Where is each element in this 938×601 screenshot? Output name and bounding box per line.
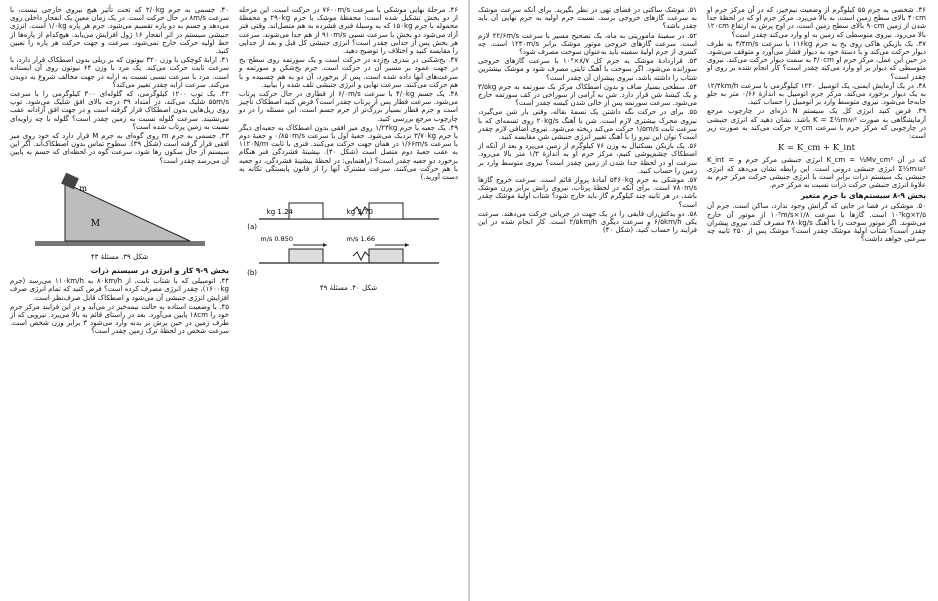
speed-right: 1.66 m/s [346,235,375,244]
problem-paragraph: ۴۴. اتومبیلی که با شتاب ثابت، از ۸۰km/h به ۱۱۰km/h می‌رسد (جرم ۱۶۰۰kg)، چقدر انرژی مصرف کرده است؟ فرض کنید که تمام انرژی صرف افزایش انرژی جنبشی آن می‌شود و اصطکاک قابل صرف‌نظر است. [10,277,229,302]
table-surface [35,241,205,246]
figure-caption: شکل ۳۹. مسئلهٔ ۴۳ [90,252,149,261]
label-small-mass: m [78,183,87,193]
problem-paragraph: ۴۶. مرحلهٔ نهایی موشکی با سرعت ۷۶۰۰m/s در حرکت است. این مرحله از دو بخش تشکیل شده است: محفظهٔ موشک با جرم ۲۹۰kg و محفظهٔ محموله با جرم ۱۵۰kg که به وسیلهٔ فنری فشرده به هم متصل‌اند. وقتی فنر آزاد می‌شود دو بخش با سرعت نسبی ۹۱۰m/s از هم جدا می‌شوند. سرعت هر بخش پس از جدایی چقدر است؟ انرژی جنبشی کل قبل و بعد از جدایی را مقایسه کنید و اختلاف را توضیح دهید. [239,6,458,56]
problem-paragraph: ۵۴. سطحی بسیار صاف و بدون اصطکاک مرکز یک سورتمه به جرم ۳/۵kg و یک کیسهٔ شن قرار دارد. شن به آرامی از سوراخی در کف سورتمه خارج می‌شود. سرعت سورتمه پس از خالی شدن کیسه چقدر است؟ [478,82,697,108]
problem-paragraph: ۵۵. برای در حرکت نگه داشتن یک تسمهٔ نقاله، وقتی بار شن می‌گیرد، نیروی محرک بیشتری لازم است. شن با آهنگ ۲۰kg/s روی تسمه‌ای که با سرعت ثابت ۱/۵m/s حرکت می‌کند ریخته می‌شود. نیروی اضافی لازم چقدر است؟ توان این نیرو را با آهنگ تغییر انرژی جنبشی شن مقایسه کنید. [478,108,697,142]
problem-paragraph: ۴۲. یک توپ ۱۲۰۰ کیلوگرمی، که گلوله‌ای ۳۰۰ کیلوگرمی را با سرعت ۵۵m/s شلیک می‌کند، در امتداد ۳۹ درجه بالای افق شلیک می‌شود. توپ روی ریل‌هایی بدون اصطکاک قرار گرفته است و در جهت افق آزادانه عقب می‌نشیند. سرعت گلوله نسبت به زمین چقدر است؟ گلوله با چه زاویه‌ای نسبت به زمین پرتاب شده است؟ [10,90,229,131]
label-part-a: (a) [246,223,257,232]
problem-paragraph: ۴۰. جسمی به جرم ۲/۰kg که تحت تأثیر هیچ نیروی خارجی نیست، با سرعت ۸m/s در حال حرکت است. در یک زمان معین یک انفجار داخلی روی می‌دهد و جسم به دو پاره تقسیم می‌شود. جرم هر پاره ۱/۰kg است. انرژی جنبشی سیستم در اثر انفجار ۱۶ ژول افزایش می‌یابد. هیچ‌کدام از پاره‌ها از خط اولیه حرکت خارج نمی‌شود. سرعت و جهت حرکت هر پاره را تعیین کنید. [10,6,229,56]
block-left-a [289,203,323,219]
problem-paragraph: ۴۸. یک جسم ۴/۰kg با سرعت ۶/۰m/s از قطاری در حال حرکت پرتاب می‌شود. سرعت قطار پس از پرتاب چقدر است؟ فرض کنید اصطکاک ناچیز است و جرم قطار بسیار بزرگ‌تر از جرم جسم است. این مسئله را در دو چارچوب مرجع بررسی کنید. [239,90,458,123]
arrowhead-right [405,243,409,247]
wedge-diagram [25,171,215,251]
block-on-wedge [61,172,79,189]
problem-paragraph: ۴۳. جسمی به جرم m روی گوه‌ای به جرم M قرار دارد که خود روی میز افقی قرار گرفته است (شکل ۳۹). سطوح تماس بدون اصطکاک‌اند. اگر این سیستم از حال سکون رها شود، سرعت گوه در لحظه‌ای که جسم به پایین آن می‌رسد چقدر است؟ [10,132,229,165]
problem-paragraph: ۴۷. یخ‌شکنی در بندری یخ‌زده در حرکت است و یک سورتمه روی سطح یخ در جهت عمود بر مسیر آن در حرکت است. جرم یخ‌شکن و سورتمه و سرعت‌های آنها داده شده است. پس از برخورد، آن دو به هم چسبیده و با هم حرکت می‌کنند. سرعت نهایی و انرژی جنبشی تلف شده را بیابید. [239,56,458,89]
problem-paragraph: ۵۸. دو یدکش‌ران قایقی را در یک جهت در جریانی حرکت می‌دهند. سرعت یکی ۶/۵km/h و سرعت دیگری ۲/۵km/h است. کار انجام شده در این فرایند را حساب کنید. (شکل ۴۰) [478,209,697,235]
right-page [468,0,936,601]
block-right-a [369,203,403,219]
problem-paragraph: که در آن K_cm = ½Mv_cm² انرژی جنبشی مرکز جرم و K_int = Σ½mᵢuᵢ² انرژی جنبشی درونی است. این رابطه نشان می‌دهد که انرژی جنبشی یک سیستم ذرات برابر است با انرژی جنبشی حرکت مرکز جرم به علاوهٔ انرژی جنبشی حرکت ذرات نسبت به مرکز جرم. [707,156,927,190]
problem-paragraph: ۵۶. یک بازیکن بسکتبال به وزن ۷۶ کیلوگرم از زمین می‌پرد و بعد از آنکه از اصطکاک چشم‌پوشی کنیم، مرکز جرم او به اندازهٔ ۱/۳ متر بالا می‌رود. سرعت او در لحظهٔ جدا شدن از زمین چقدر است؟ نیروی متوسط وارد بر زمین را حساب کنید. [478,142,698,175]
problem-paragraph: ۵۱. موشک ساکنی در فضای تهی در نظر بگیرید. برای آنکه سرعت موشک به سرعت گازهای خروجی برسد، نسبت جرم اولیه به جرم نهایی آن باید چقدر باشد؟ [478,6,697,31]
text-column [10,6,229,595]
wedge-figure [10,171,229,261]
text-column [478,6,697,595]
problem-paragraph: ۴۱. ارابهٔ کوچکی با وزن ۳۲۰ نیوتون که بر ریلی بدون اصطکاک قرار دارد، با سرعت ثابت حرکت می‌کند. یک مرد با وزن ۶۴ نیوتون روی آن ایستاده است. مرد با سرعت نسبی نسبت به ارابه در جهت مخالف شروع به دویدن می‌کند. سرعت ارابه چقدر تغییر می‌کند؟ [10,56,229,89]
problem-paragraph: ۴۵. با وضعیت استاده به حالت نیمه‌خیز در می‌آید و در این فرایند مرکز جرم خود را ۱۸cm پایین می‌آورد. بعد در راستای قائم به بالا می‌پرد. نیرویی که از طرف زمین در حین پرش بر بدنه وارد می‌شود ۳ برابر وزن شخص است. سرعت شخص در لحظهٔ ترک زمین چقدر است؟ [10,302,229,336]
speed-left: 0.850 m/s [259,235,293,244]
arrowhead-left [323,243,327,247]
block-right-mass: 3.70 kg [346,208,373,217]
equation: K = K_cm + K_int [777,143,856,154]
left-page [0,0,468,601]
label-part-b: (b) [246,269,257,278]
block-right-b [369,249,403,263]
figure-caption: شکل ۴۰. مسئلهٔ ۴۹ [319,284,378,293]
colliding-blocks-diagram [246,187,449,282]
spring-b [353,252,369,260]
problem-paragraph: ۴۶. شخصی به جرم ۵۵ کیلوگرم از وضعیت نیم‌خیز، که در آن مرکز جرم او ۴۰cm بالای سطح زمین است، به بالا می‌پرد. مرکز جرم او که در لحظهٔ جدا شدن از زمین ۹۰cm بالای سطح زمین است، در اوج پرش به ارتفاع ۱۲۰cm بالا می‌رود. نیروی متوسطی که زمین به او وارد می‌کند چقدر است؟ [707,6,926,39]
problem-paragraph: ۴۹. یک جعبه با جرم ۱/۲۴kg روی میز افقی بدون اصطکاک به جعبه‌ای دیگر با جرم ۳/۷۰kg نزدیک می‌شود. جعبهٔ اول با سرعت ۰/۸۵۰m/s و جعبهٔ دوم با سرعت ۱/۶۶m/s در همان جهت حرکت می‌کنند. فنری با ثابت ۱۱۲۰N/m به عقب جعبهٔ دوم متصل است (شکل ۴۰). بیشینهٔ فشردگی فنر هنگام برخورد دو جعبه چقدر است؟ (راهنمایی: در لحظهٔ بیشینهٔ فشردگی، دو جعبه با هم حرکت می‌کنند. سرعت مشترک آنها را از قانون پایستگی تکانه به دست آورید.) [239,123,459,182]
block-left-mass: 1.24 kg [266,208,293,217]
text-column [239,6,458,595]
problem-paragraph: ۵۰. موشکی در فضا در جایی که گرانش وجود ندارد، ساکن است. جرم آن ۲/۵×۱۰⁵kg است. گازها با سرعت ۱/۸×۱۰³m/s از موتور آن خارج می‌شوند. اگر موتور سوخت را با آهنگ ۴۸۰kg/s مصرف کند، نیروی پیشران چقدر است؟ شتاب اولیهٔ موشک چقدر است؟ موشک پس از ۲۵۰ ثانیه چه سرعتی خواهد داشت؟ [707,202,927,244]
blocks-figure [239,187,458,292]
section-heading: بخش ۹-۹ کار و انرژی در سیستم ذرات [90,266,229,276]
section-heading: بخش ۹-۸ سیستم‌های با جرم متغیر [800,191,926,201]
problem-paragraph: ۵۲. در سفینهٔ ماموریتی به ماه، یک تصحیح مسیر با سرعت ۲۲/۶m/s لازم است. سرعت گازهای خروجی موتور موشک برابر ۱۲۳۰m/s است. چه کسری از جرم اولیهٔ سفینه باید به‌عنوان سوخت مصرف شود؟ [478,31,697,57]
problem-paragraph: ۴۹. فرض کنید انرژی کل یک سیستم N ذره‌ای در چارچوب مرجع آزمایشگاهی به صورت K = Σ½mᵢvᵢ² باشد. نشان دهید که انرژی جنبشی در چارچوبی که مرکز جرم با سرعت v_cm حرکت می‌کند به صورت زیر است: [707,107,926,141]
text-column [707,6,926,595]
problem-paragraph: ۴۷. یک بازیکن هاکی روی یخ به جرم ۱۱۶kg با سرعت ۳/۴m/s به طرف دیوار حرکت می‌کند و با دستهٔ خود به دیوار فشار می‌آورد و متوقف می‌شود. در حین این عمل، مرکز جرم او ۴/۰cm به سمت دیوار حرکت می‌کند. نیروی متوسطی که دیوار بر او وارد می‌کند چقدر است؟ کار انجام شده بر روی او چقدر است؟ [707,39,926,81]
problem-paragraph: ۵۷. موشکی به جرم ۵۴۶۰kg آمادهٔ پرواز قائم است. سرعت خروج گازها ۷۸۰m/s است. برای آنکه در لحظهٔ پرتاب، نیروی رانش برابر وزن موشک باشد، در هر ثانیه چند کیلوگرم گاز باید خارج شود؟ شتاب اولیهٔ موشک چقدر است؟ [478,176,698,209]
block-left-b [289,249,323,263]
label-wedge-mass: M [90,218,100,229]
problem-paragraph: ۴۸. در یک آزمایش ایمنی، یک اتومبیل ۱۲۲۰ کیلوگرمی با سرعت ۱۲/۴km/h به یک دیوار برخورد می‌کند. مرکز جرم اتومبیل به اندازهٔ ۰/۶۶ متر به جلو جابه‌جا می‌شود. نیروی متوسط وارد بر اتومبیل را حساب کنید. [707,81,926,107]
problem-paragraph: ۵۳. قراردادهٔ موشک به جرم کل ۸/۷×۱۰⁶ با سرعت گازهای خروجی سوزانده می‌شود. اگر سوخت با آهنگ ثابتی مصرف شود و موشک بیشترین شتاب را داشته باشد، نیروی پیشران آن چقدر است؟ [478,57,698,82]
